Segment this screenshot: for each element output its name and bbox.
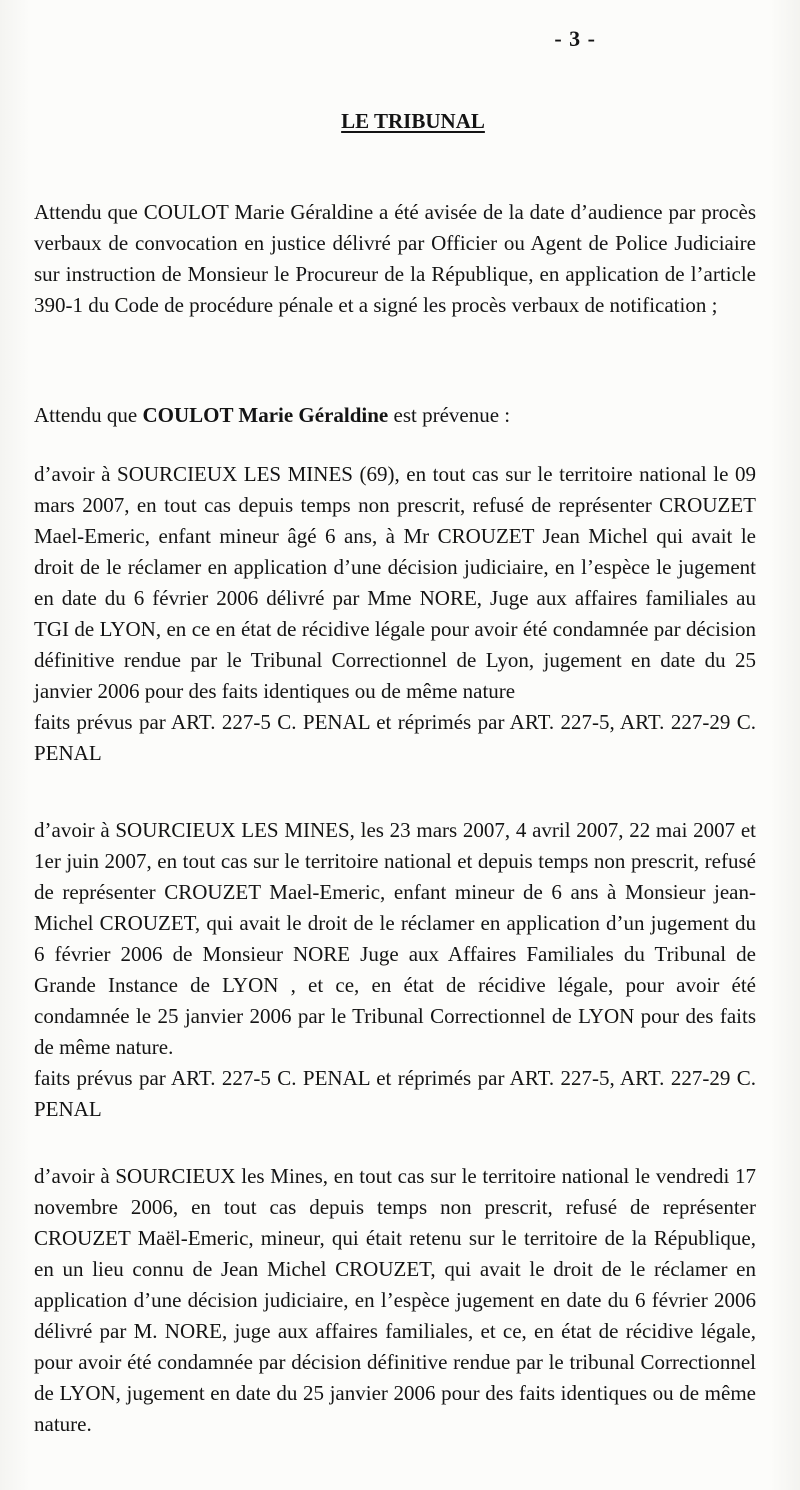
charge-2 — [34, 815, 756, 1125]
charge-1-text: d’avoir à SOURCIEUX LES MINES (69), en tout cas sur le territoire national le 09 mars 2007, en tout cas depuis temps non prescrit, refusé de représenter CROUZET Mael-Emeric, enfant mineur âgé 6 ans, à Mr CROUZET Jean Michel qui avait le droit de le réclamer en application d’une décision judiciaire, en l’espèce le jugement en date du 6 février 2006 délivré par Mme NORE, Juge aux affaires familiales au TGI de LYON, en ce en état de récidive légale pour avoir été condamnée par décision définitive rendue par le Tribunal Correctionnel de Lyon, jugement en date du 25 janvier 2006 pour des faits identiques ou de même nature — [34, 462, 756, 703]
charge-2-text: d’avoir à SOURCIEUX LES MINES, les 23 mars 2007, 4 avril 2007, 22 mai 2007 et 1er juin 2007, en tout cas sur le territoire national et depuis temps non prescrit, refusé de représenter CROUZET Mael-Emeric, enfant mineur de 6 ans à Monsieur jean-Michel CROUZET, qui avait le droit de le réclamer en application d’un jugement du 6 février 2006 de Monsieur NORE Juge aux Affaires Familiales du Tribunal de Grande Instance de LYON , et ce, en état de récidive légale, pour avoir été condamnée le 25 janvier 2006 par le Tribunal Correctionnel de LYON pour des faits de même nature. — [34, 818, 756, 1059]
charge-3: d’avoir à SOURCIEUX les Mines, en tout cas sur le territoire national le vendredi 17 novembre 2006, en tout cas depuis temps non prescrit, refusé de représenter CROUZET Maël-Emeric, mineur, qui était retenu sur le territoire de la République, en un lieu connu de Jean Michel CROUZET, qui avait le droit de le réclamer en application d’une décision judiciaire, en l’espèce jugement en date du 6 février 2006 délivré par M. NORE, juge aux affaires familiales, et ce, en état de récidive légale, pour avoir été condamnée par décision définitive rendue par le tribunal Correctionnel de LYON, jugement en date du 25 janvier 2006 pour des faits identiques ou de même nature. — [34, 1164, 756, 1436]
defendant-name: COULOT Marie Géraldine — [142, 403, 389, 427]
paragraph-prevenue — [34, 400, 756, 431]
charge-1 — [34, 459, 756, 769]
charge-1-law: faits prévus par ART. 227-5 C. PENAL et réprimés par ART. 227-5, ART. 227-29 C. PENAL — [34, 710, 756, 765]
paragraph-prevenue-suffix: est prévenue : — [388, 403, 511, 427]
charge-2-law: faits prévus par ART. 227-5 C. PENAL et réprimés par ART. 227-5, ART. 227-29 C. PENAL — [34, 1066, 756, 1121]
paragraph-notification: Attendu que COULOT Marie Géraldine a été avisée de la date d’audience par procès verbaux de convocation en justice délivré par Officier ou Agent de Police Judiciaire sur instruction de Monsieur le Procureur de la République, en application de l’article 390-1 du Code de procédure pénale et a signé les procès verbaux de notification ; — [34, 200, 756, 317]
paragraph-prevenue-prefix: Attendu que — [34, 403, 143, 427]
section-title: LE TRIBUNAL — [341, 109, 485, 133]
page-number: - 3 - — [554, 26, 596, 51]
